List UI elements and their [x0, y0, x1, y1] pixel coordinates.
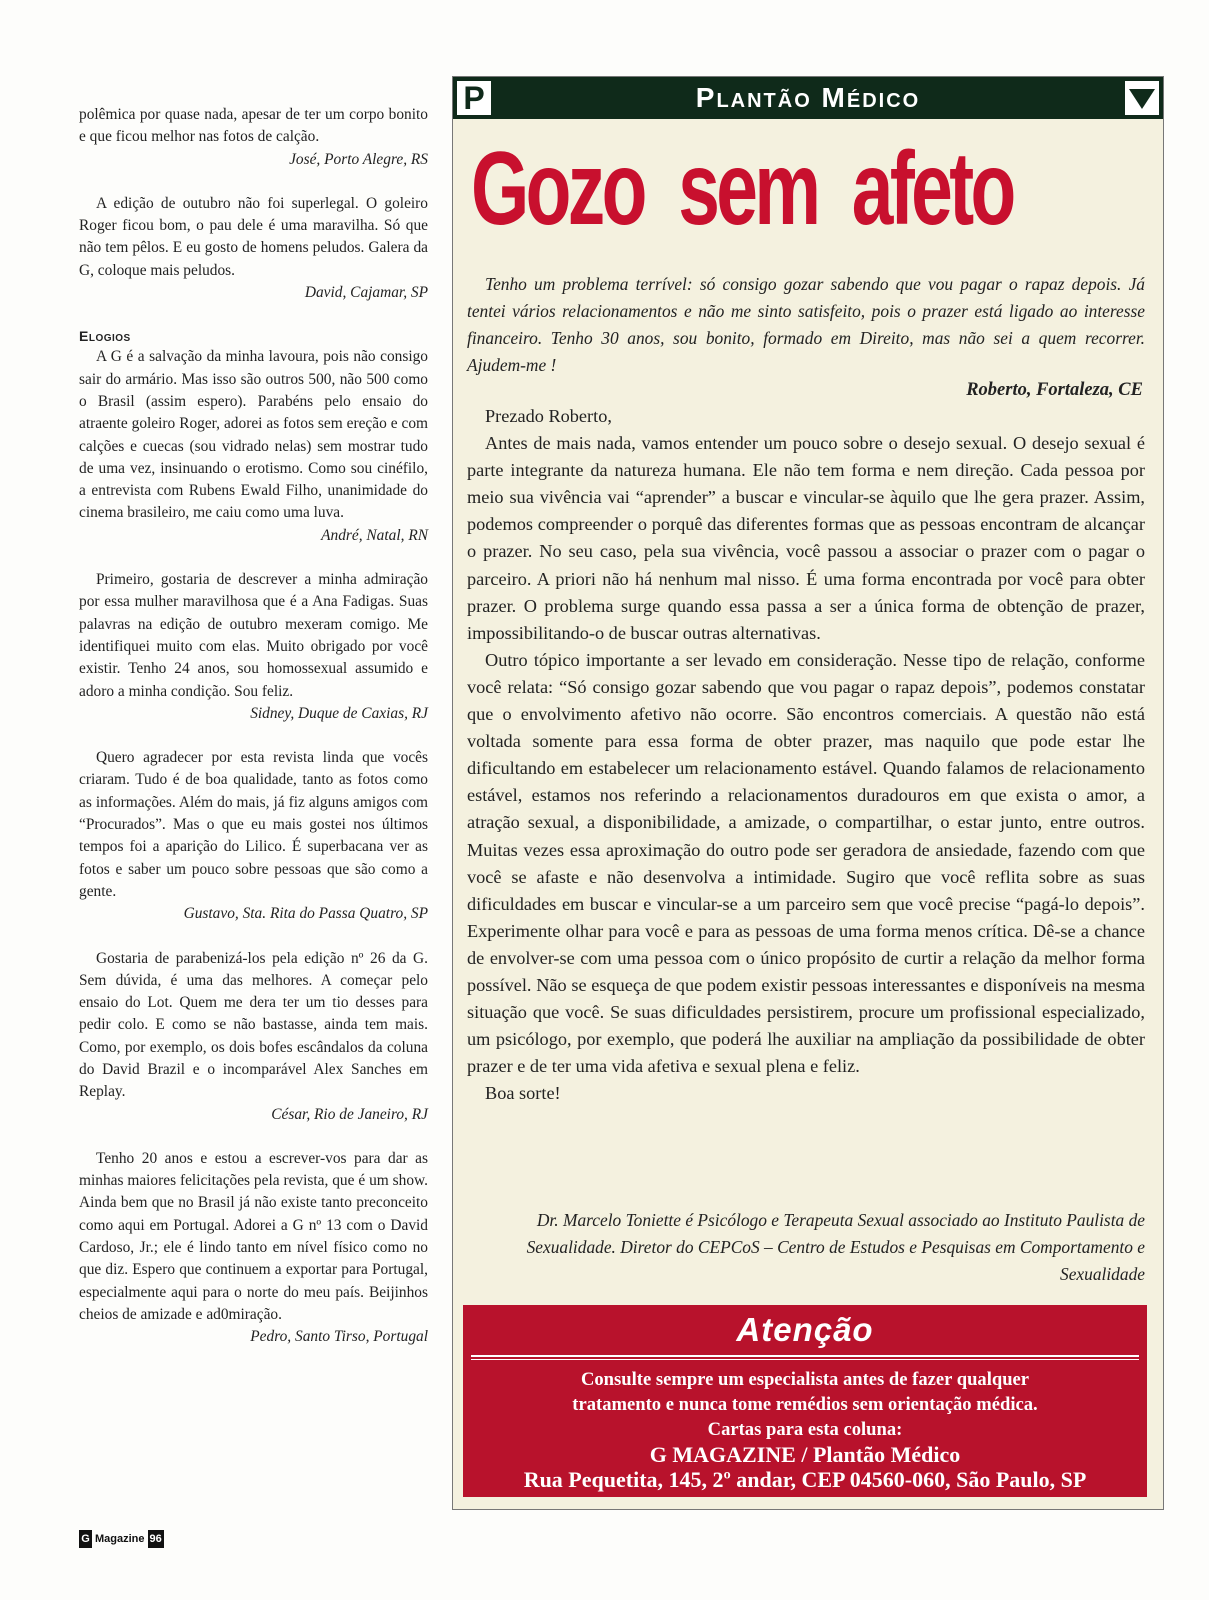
answer-closing: Boa sorte! [485, 1083, 561, 1104]
section-header-bar [453, 77, 1163, 119]
letter-text: Primeiro, gostaria de descrever a minha admiração por essa mulher maravilhosa que é a Ana Fadigas. Suas palavras na edição de outubro mexeram comigo. Me identifiquei muito com elas. Muito obrigado por você existir. Tenho 24 anos, sou homossexual assumido e adoro a minha condição. Sou feliz. [79, 571, 428, 700]
letter-andre [79, 346, 428, 547]
reader-question: Tenho um problema terrível: só consigo gozar sabendo que vou pagar o rapaz depois. Já tentei vários relacionamentos e não me sinto satisfeito, pois o prazer está ligado ao interesse financeiro. Tenho 30 anos, sou bonito, formado em Direito, mas não sei a quem recorrer. Ajudem-me ! [467, 274, 1145, 375]
attention-text [463, 1367, 1147, 1492]
letter-sidney [79, 569, 428, 725]
page-footer [79, 1530, 164, 1548]
author-credit: Dr. Marcelo Toniette é Psicólogo e Terapeuta Sexual associado ao Instituto Paulista de Sexualidade. Diretor do CEPCoS – Centro de Estudos e Pesquisas em Comportamento e Sexualidade [526, 1210, 1145, 1284]
letter-text: polêmica por quase nada, apesar de ter um corpo bonito e que ficou melhor nas fotos de calção. [79, 106, 428, 146]
attention-line: Consulte sempre um especialista antes de fazer qualquer [580, 1369, 1030, 1390]
letter-signature: José, Porto Alegre, RS [289, 150, 428, 168]
attention-address: Rua Pequetita, 145, 2º andar, CEP 04560-060, São Paulo, SP [523, 1467, 1087, 1492]
attention-line: tratamento e nunca tome remédios sem orientação médica. [572, 1394, 1038, 1415]
letter-text: A edição de outubro não foi superlegal. O goleiro Roger ficou bom, o pau dele é uma maravilha. Só que não tem pêlos. E eu gosto de homens peludos. Galera da G, coloque mais peludos. [79, 194, 428, 279]
letter-text: A G é a salvação da minha lavoura, pois não consigo sair do armário. Mas isso são outros 500, não 500 como o Brasil (assim espero). Parabéns pelo ensaio do atraente goleiro Roger, adorei as fotos sem ereção e com calções e cuecas (sou vidrado nelas) sem mostrar tudo de uma vez, insinuando o erotismo. Como sou cinéfilo, a entrevista com Rubens Ewald Filho, unanimidade do cinema brasileiro, me caiu como uma luva. [79, 348, 428, 522]
page-number: 96 [148, 1530, 164, 1548]
letter-signature: David, Cajamar, SP [304, 284, 428, 302]
attention-line: Cartas para esta coluna: [707, 1419, 903, 1440]
headline: Gozo sem afeto [471, 131, 1013, 247]
section-title: Plantão Médico [695, 82, 921, 113]
section-heading-elogios: Elogios [79, 328, 131, 345]
letter-text: Quero agradecer por esta revista linda que vocês criaram. Tudo é de boa qualidade, tanto as fotos como as informações. Além do mais, já fiz alguns amigos com “Procurados”. Mas o que eu mais gostei nos últimos tempos foi a aparição do Lilico. É superbacana ver as fotos e saber um pouco sobre pessoas que são como a gente. [79, 749, 428, 900]
letter-signature: André, Natal, RN [321, 526, 428, 544]
attention-box [463, 1305, 1147, 1497]
letter-text: Tenho 20 anos e estou a escrever-vos para dar as minhas maiores felicitações pela revista, que é um show. Ainda bem que no Brasil já não existe tanto preconceito como aqui em Portugal. Adorei a G nº 13 com o David Cardoso, Jr.; ele é lindo tanto em nível físico como no que diz. Espero que continuem a exportar para Portugal, especialmente aqui para o norte do meu país. Beijinhos cheios de amizade e ad0miração. [79, 1149, 428, 1323]
letter-signature: Pedro, Santo Tirso, Portugal [250, 1328, 428, 1346]
footer-magazine: Magazine [95, 1533, 145, 1545]
attention-line: G MAGAZINE / Plantão Médico [649, 1442, 961, 1467]
doctor-answer [467, 403, 1145, 1107]
letter-pedro [79, 1148, 428, 1349]
footer-logo: G [79, 1530, 92, 1548]
plantao-medico-box [452, 76, 1164, 1510]
attention-divider [471, 1355, 1139, 1360]
answer-paragraph: Antes de mais nada, vamos entender um pouco sobre o desejo sexual. O desejo sexual é parte integrante da natureza humana. Ele não tem forma e nem direção. Cada pessoa por meio sua vivência vai “aprender” a buscar e vincular-se àquilo que lhe gera prazer. Assim, podemos compreender o porquê das diferentes formas que as pessoas encontram de alcançar o prazer. No seu caso, pela sua vivência, você passou a associar o prazer com o pagar o parceiro. A priori não há nenhum mal nisso. É uma forma encontrada por você para obter prazer. O problema surge quando essa passa a ser a única forma de obtenção de prazer, impossibilitando-o de buscar outras alternativas. [467, 433, 1145, 643]
salutation: Prezado Roberto, [485, 406, 612, 426]
question-signature: Roberto, Fortaleza, CE [966, 380, 1143, 400]
letters-column [79, 104, 428, 1371]
section-logo: P [457, 81, 491, 115]
letter-signature: César, Rio de Janeiro, RJ [271, 1105, 428, 1123]
letter-jose [79, 104, 428, 171]
letter-gustavo [79, 747, 428, 925]
letter-cesar [79, 948, 428, 1126]
letter-david [79, 193, 428, 304]
answer-paragraph: Outro tópico importante a ser levado em consideração. Nesse tipo de relação, conforme você relata: “Só consigo gozar sabendo que vou pagar o rapaz depois”, podemos constatar que o envolvimento afetivo não ocorre. São encontros comerciais. A questão não está voltada somente para essa forma de obter prazer, mas naquilo que pode estar lhe dificultando em estabelecer um relacionamento estável. Quando falamos de relacionamento estável, estamos nos referindo a relacionamentos duradouros em que exista o amor, a atração sexual, a disponibilidade, a amizade, o compartilhar, o estar junto, entre outros. Muitas vezes essa aproximação do outro pode ser geradora de ansiedade, fazendo com que você se afaste e não desenvolva a intimidade. Sugiro que você reflita sobre as suas dificuldades em buscar e vincular-se a um parceiro sem que você precise “pagá-lo depois”. Experimente olhar para você e para as pessoas de uma forma menos crítica. Dê-se a chance de envolver-se com uma pessoa com o único propósito de curtir a relação da melhor forma possível. Não se esqueça de que podem existir pessoas interessantes e disponíveis na mesma situação que você. Se suas dificuldades persistirem, procure um profissional especializado, um psicólogo, por exemplo, que poderá lhe auxiliar na ampliação da possibilidade de obter prazer e de ter uma vida afetiva e sexual plena e feliz. [467, 649, 1145, 1077]
letter-signature: Sidney, Duque de Caxias, RJ [250, 704, 428, 722]
letter-signature: Gustavo, Sta. Rita do Passa Quatro, SP [183, 905, 428, 923]
triangle-down-icon [1125, 81, 1159, 115]
attention-title: Atenção [736, 1311, 874, 1348]
letter-text: Gostaria de parabenizá-los pela edição nº 26 da G. Sem dúvida, é uma das melhores. A começar pelo ensaio do Lot. Quem me dera ter um tio desses para pedir colo. E como se não bastasse, ainda tem mais. Como, por exemplo, os dois bofes escândalos da coluna do David Brazil e o incomparável Alex Sanches em Replay. [79, 949, 428, 1101]
